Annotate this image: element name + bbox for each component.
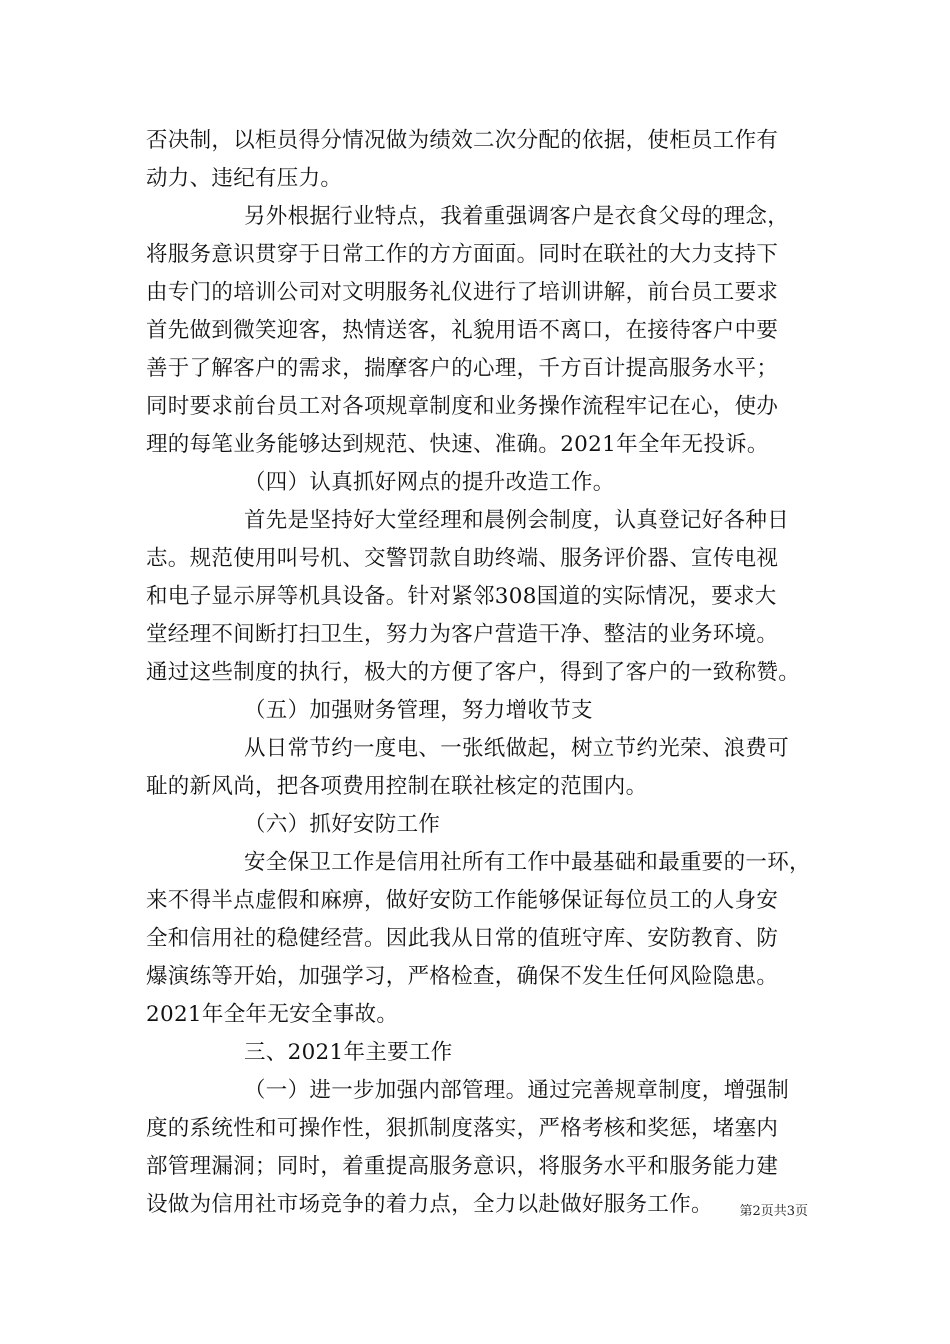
- text-line: 部管理漏洞；同时，着重提高服务意识，将服务水平和服务能力建: [146, 1154, 779, 1179]
- text-line: 通过这些制度的执行，极大的方便了客户，得到了客户的一致称赞。: [146, 660, 801, 685]
- text-line: 度的系统性和可操作性，狠抓制度落实，严格考核和奖惩，堵塞内: [146, 1116, 779, 1141]
- text-line: 和电子显示屏等机具设备。针对紧邻308国道的实际情况，要求大: [146, 584, 777, 609]
- paragraph-start: 安全保卫工作是信用社所有工作中最基础和最重要的一环，: [244, 850, 811, 875]
- text-line: 将服务意识贯穿于日常工作的方方面面。同时在联社的大力支持下: [146, 242, 779, 267]
- paragraph-start: （一）进一步加强内部管理。通过完善规章制度，增强制: [244, 1078, 790, 1103]
- text-line: 堂经理不间断打扫卫生，努力为客户营造干净、整洁的业务环境。: [146, 622, 779, 647]
- text-line: 设做为信用社市场竞争的着力点，全力以赴做好服务工作。: [146, 1192, 713, 1217]
- text-line: 动力、违纪有压力。: [146, 166, 343, 191]
- text-line: 耻的新风尚，把各项费用控制在联社核定的范围内。: [146, 774, 648, 799]
- text-line: 否决制，以柜员得分情况做为绩效二次分配的依据，使柜员工作有: [146, 128, 779, 153]
- section-heading: 三、2021年主要工作: [244, 1040, 453, 1065]
- text-line: 志。规范使用叫号机、交警罚款自助终端、服务评价器、宣传电视: [146, 546, 779, 571]
- page-number-footer: 第2页共3页: [739, 1204, 808, 1219]
- text-line: 善于了解客户的需求，揣摩客户的心理，千方百计提高服务水平；: [146, 356, 779, 381]
- document-body: [146, 122, 826, 1224]
- text-line: 爆演练等开始，加强学习，严格检查，确保不发生任何风险隐患。: [146, 964, 779, 989]
- text-line: 2021年全年无安全事故。: [146, 1002, 399, 1027]
- paragraph-start: 另外根据行业特点，我着重强调客户是衣食父母的理念，: [244, 204, 790, 229]
- text-line: 全和信用社的稳健经营。因此我从日常的值班守库、安防教育、防: [146, 926, 779, 951]
- paragraph-start: 从日常节约一度电、一张纸做起，树立节约光荣、浪费可: [244, 736, 790, 761]
- text-line: 来不得半点虚假和麻痹，做好安防工作能够保证每位员工的人身安: [146, 888, 779, 913]
- text-line: 同时要求前台员工对各项规章制度和业务操作流程牢记在心，使办: [146, 394, 779, 419]
- section-heading: （四）认真抓好网点的提升改造工作。: [244, 470, 615, 495]
- paragraph-start: 首先是坚持好大堂经理和晨例会制度，认真登记好各种日: [244, 508, 790, 533]
- section-heading: （六）抓好安防工作: [244, 812, 441, 837]
- text-line: 理的每笔业务能够达到规范、快速、准确。2021年全年无投诉。: [146, 432, 769, 457]
- text-line: 首先做到微笑迎客，热情送客，礼貌用语不离口，在接待客户中要: [146, 318, 779, 343]
- section-heading: （五）加强财务管理，努力增收节支: [244, 698, 593, 723]
- text-line: 由专门的培训公司对文明服务礼仪进行了培训讲解，前台员工要求: [146, 280, 779, 305]
